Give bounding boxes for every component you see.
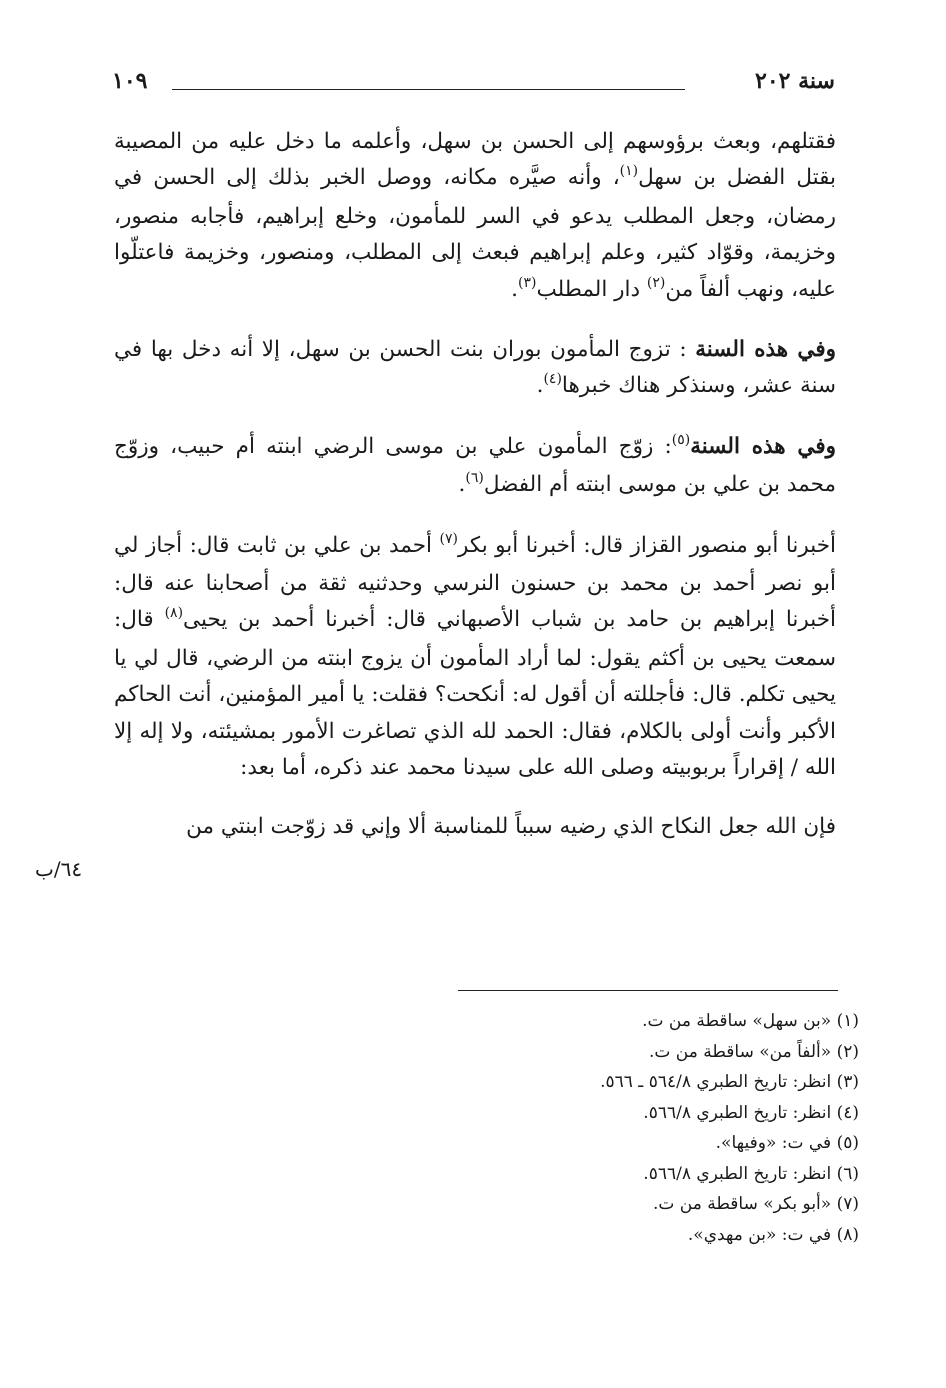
main-text	[114, 124, 836, 845]
text-span: أخبرنا أبو منصور القزاز قال: أخبرنا أبو بكر	[457, 532, 836, 558]
text-span: .	[511, 276, 519, 302]
footnote-1: (١) «بن سهل» ساقطة من ت.	[642, 1011, 859, 1031]
text-span: قال: سمعت يحيى بن أكثم يقول: لما أراد المأمون أن يزوج ابنته من الرضي، قال لي يا يحيى تكلم. قال: فأجللته أن أقول له: أنكحت؟ فقلت: يا أمير المؤمنين، أنت الحاكم الأكبر وأنت أولى بالكلام، فقال: الحمد لله الذي تصاغرت الأمور بمشيئته، ولا إله إلا الله / إقراراً بربوبيته وصلى الله على سيدنا محمد عند ذكره، أما بعد:	[114, 607, 836, 781]
footnote-4: (٤) انظر: تاريخ الطبري ٥٦٦/٨.	[643, 1102, 859, 1123]
text-span: : زوّج المأمون علي بن موسى الرضي ابنته أم حبيب، وزوّج محمد بن علي بن موسى ابنته أم الفضل	[114, 433, 836, 498]
footnote-ref: (٦)	[465, 470, 484, 487]
footnote-7: (٧) «أبو بكر» ساقطة من ت.	[652, 1194, 859, 1214]
footnote-ref: (٥)	[671, 431, 691, 448]
footnote-5: (٥) في ت: «وفيها».	[715, 1133, 859, 1153]
page-header	[112, 66, 835, 106]
footnote-ref: (١)	[619, 163, 639, 180]
paragraph-1	[114, 124, 836, 310]
footnote-8: (٨) في ت: «بن مهدي».	[687, 1224, 859, 1245]
footnote-6: (٦) انظر: تاريخ الطبري ٥٦٦/٨.	[643, 1163, 859, 1184]
text-span: فقتلهم، وبعث برؤوسهم إلى الحسن بن سهل، وأعلمه ما دخل عليه من المصيبة بقتل الفضل بن سهل	[114, 129, 836, 191]
text-span: .	[536, 373, 544, 399]
text-span: : تزوج المأمون بوران بنت الحسن بن سهل، إلا أنه دخل بها في سنة عشر، وسنذكر هناك خبرها	[114, 337, 836, 399]
paragraph-5	[114, 809, 836, 845]
text-span: دار المطلب	[536, 276, 647, 302]
manuscript-folio-note: ٦٤/ب	[35, 857, 83, 881]
paragraph-3	[114, 429, 836, 506]
text-span: فإن الله جعل النكاح الذي رضيه سبباً للمناسبة ألا وإني قد زوّجت ابنتي من	[186, 813, 836, 839]
page-number: ١٠٩	[112, 68, 148, 94]
footnote-2: (٢) «ألفاً من» ساقطة من ت.	[648, 1041, 859, 1062]
text-span: أحمد بن علي بن ثابت قال: أجاز لي أبو نصر أحمد بن محمد بن حسنون النرسي وحدثنيه ثقة من أصحابنا عنه قال: أخبرنا إبراهيم بن حامد بن شباب الأصبهاني قال: أخبرنا أحمد بن يحيى	[114, 532, 836, 633]
footnote-ref: (٤)	[543, 371, 562, 388]
lead-phrase: وفي هذه السنة	[695, 337, 836, 363]
footnote-3: (٣) انظر: تاريخ الطبري ٥٦٤/٨ ـ ٥٦٦.	[600, 1072, 859, 1092]
paragraph-2	[114, 332, 836, 407]
text-span: ، وأنه صيَّره مكانه، ووصل الخبر بذلك إلى الحسن في رمضان، وجعل المطلب يدعو في السر للمأمون، وخلع إبراهيم، فأجابه منصور، وخزيمة، وقوّاد كثير، وعلم إبراهيم فبعث إلى المطلب، ومنصور، وخزيمة فاعتلّوا عليه، ونهب ألفاً من	[114, 165, 836, 302]
footnote-ref: (٣)	[518, 274, 537, 291]
running-head: سنة ٢٠٢	[755, 68, 835, 94]
lead-phrase: وفي هذه السنة	[690, 433, 836, 459]
footnote-ref: (٧)	[439, 530, 458, 547]
footnote-ref: (٢)	[646, 274, 666, 291]
paragraph-4	[114, 528, 836, 787]
header-rule	[172, 89, 685, 90]
footnotes	[114, 1006, 859, 1250]
text-span: .	[458, 472, 466, 498]
footnote-rule	[458, 990, 838, 991]
footnote-ref: (٨)	[164, 605, 184, 622]
